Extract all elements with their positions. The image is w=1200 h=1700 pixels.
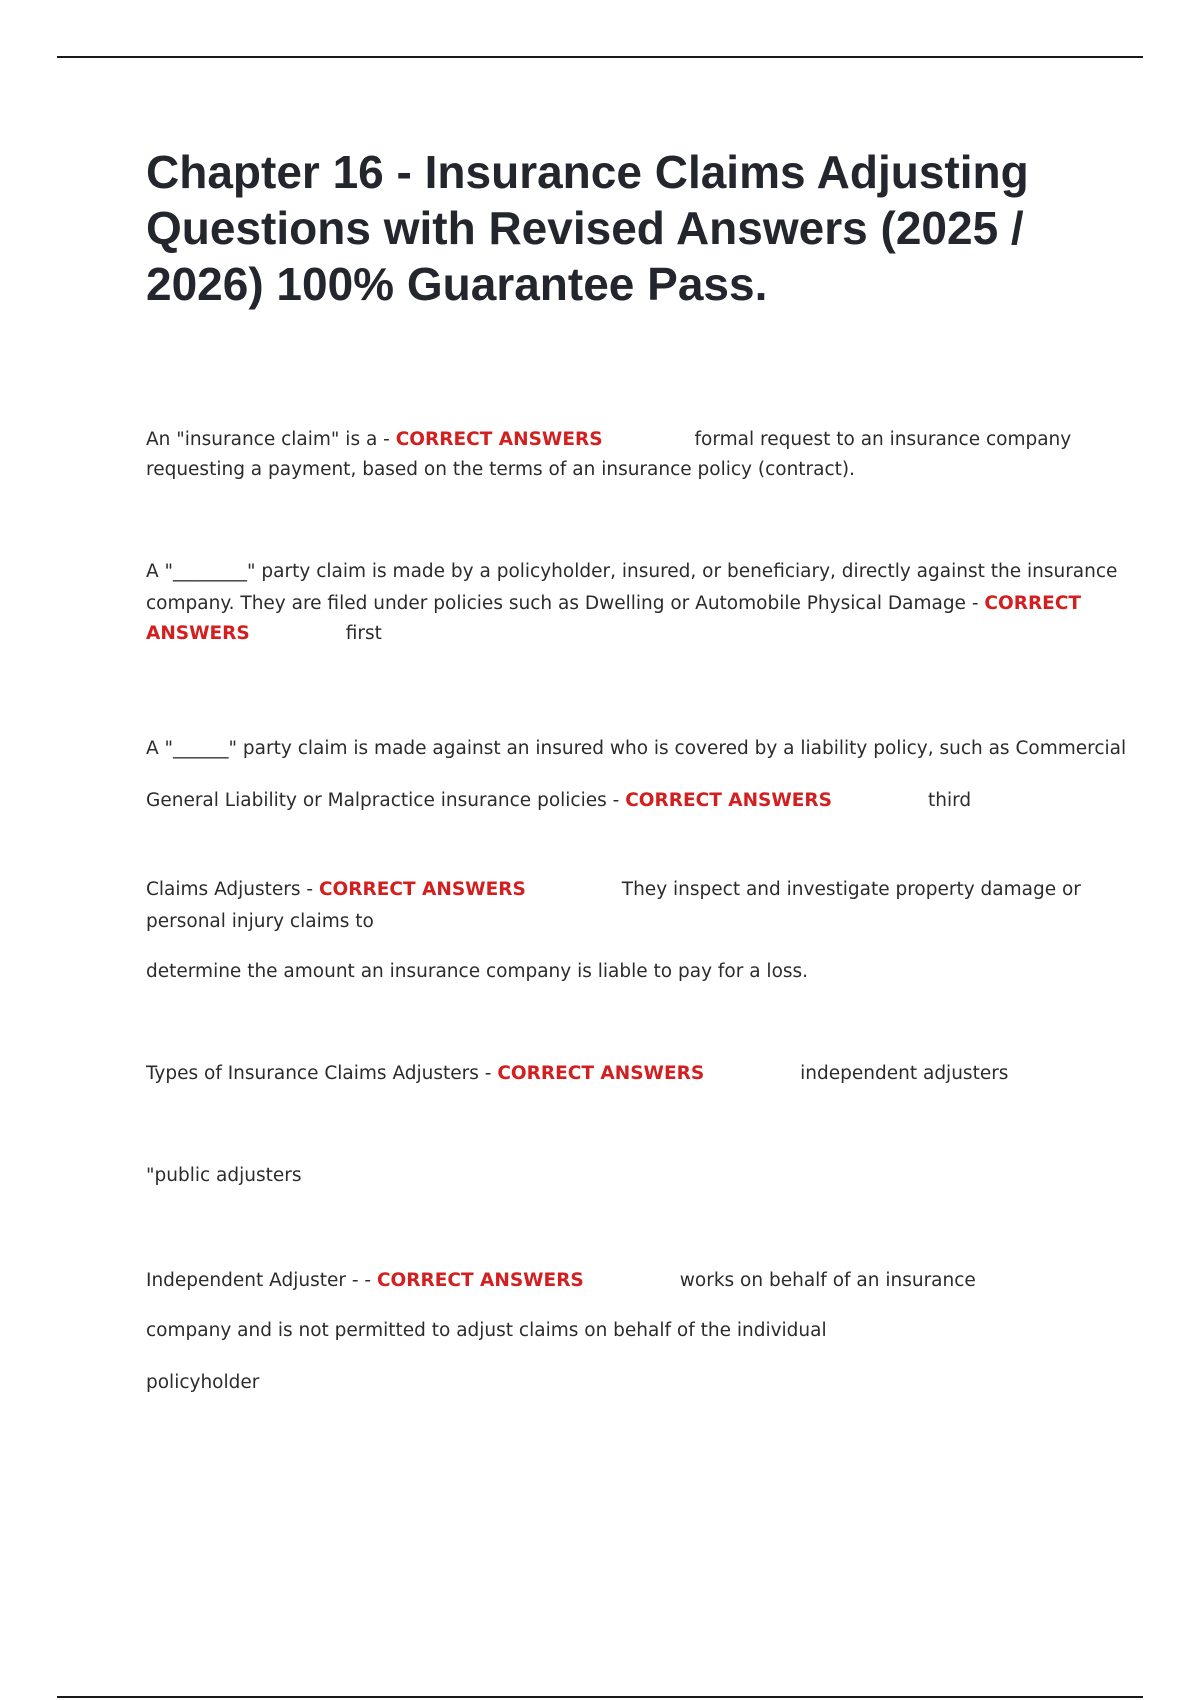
top-rule: [57, 56, 1143, 58]
qa-item-1: [146, 425, 1096, 485]
answer-text: They inspect and investigate property damage or: [621, 879, 1081, 900]
qa-6-line-1: [146, 1264, 1096, 1298]
answer-text: requesting a payment, based on the terms of an insurance policy (contract).: [146, 459, 856, 480]
correct-answers-marker: CORRECT ANSWERS: [625, 790, 832, 811]
answer-text: third: [928, 790, 972, 811]
question-text: Independent Adjuster - -: [146, 1270, 377, 1291]
question-text: company. They are filed under policies such as Dwelling or Automobile Physical Damage -: [146, 593, 985, 614]
qa-item-6: [146, 1264, 1096, 1400]
answer-text: first: [345, 623, 382, 644]
bottom-rule: [57, 1696, 1143, 1698]
answer-text: "public adjusters: [146, 1165, 302, 1186]
answer-text: company and is not permitted to adjust claims on behalf of the individual: [146, 1320, 827, 1341]
qa-1-line-1: [146, 425, 1096, 455]
answer-text: personal injury claims to: [146, 911, 374, 932]
question-text: An "insurance claim" is a -: [146, 429, 396, 450]
qa-item-2: [146, 556, 1118, 648]
qa-2-line-2: [146, 588, 1096, 620]
answer-text: policyholder: [146, 1372, 260, 1393]
question-text: A "________" party claim is made by a policyholder, insured, or beneficiary, directly against the insurance: [146, 561, 1118, 582]
answer-text: independent adjusters: [800, 1063, 1009, 1084]
page-title: Chapter 16 - Insurance Claims Adjusting Questions with Revised Answers (2025 / 2026) 100% Guarantee Pass.: [146, 146, 1029, 310]
qa-item-5: [146, 1058, 1096, 1192]
qa-item-3: [146, 723, 1127, 827]
qa-3-line-2: [146, 775, 1096, 827]
qa-item-4: [146, 874, 1096, 988]
correct-answers-marker: CORRECT ANSWERS: [497, 1063, 705, 1084]
qa-2-line-3: [146, 620, 1096, 648]
question-text: Claims Adjusters -: [146, 879, 319, 900]
correct-answers-marker: CORRECT ANSWERS: [376, 1270, 584, 1291]
question-text: A "______" party claim is made against an insured who is covered by a liability policy, such as Commercial: [146, 738, 1127, 759]
correct-answers-marker: CORRECT ANSWERS: [318, 879, 526, 900]
correct-answers-marker: CORRECT: [984, 593, 1082, 614]
question-text: General Liability or Malpractice insurance policies -: [146, 790, 626, 811]
qa-4-line-1: [146, 874, 1096, 906]
qa-5-line-1: [146, 1058, 1096, 1090]
answer-text: formal request to an insurance company: [694, 429, 1072, 450]
answer-text: determine the amount an insurance company is liable to pay for a loss.: [146, 961, 809, 982]
correct-answers-marker: CORRECT ANSWERS: [395, 429, 603, 450]
correct-answers-marker: ANSWERS: [146, 623, 250, 644]
answer-text: works on behalf of an insurance: [679, 1270, 976, 1291]
question-text: Types of Insurance Claims Adjusters -: [146, 1063, 498, 1084]
